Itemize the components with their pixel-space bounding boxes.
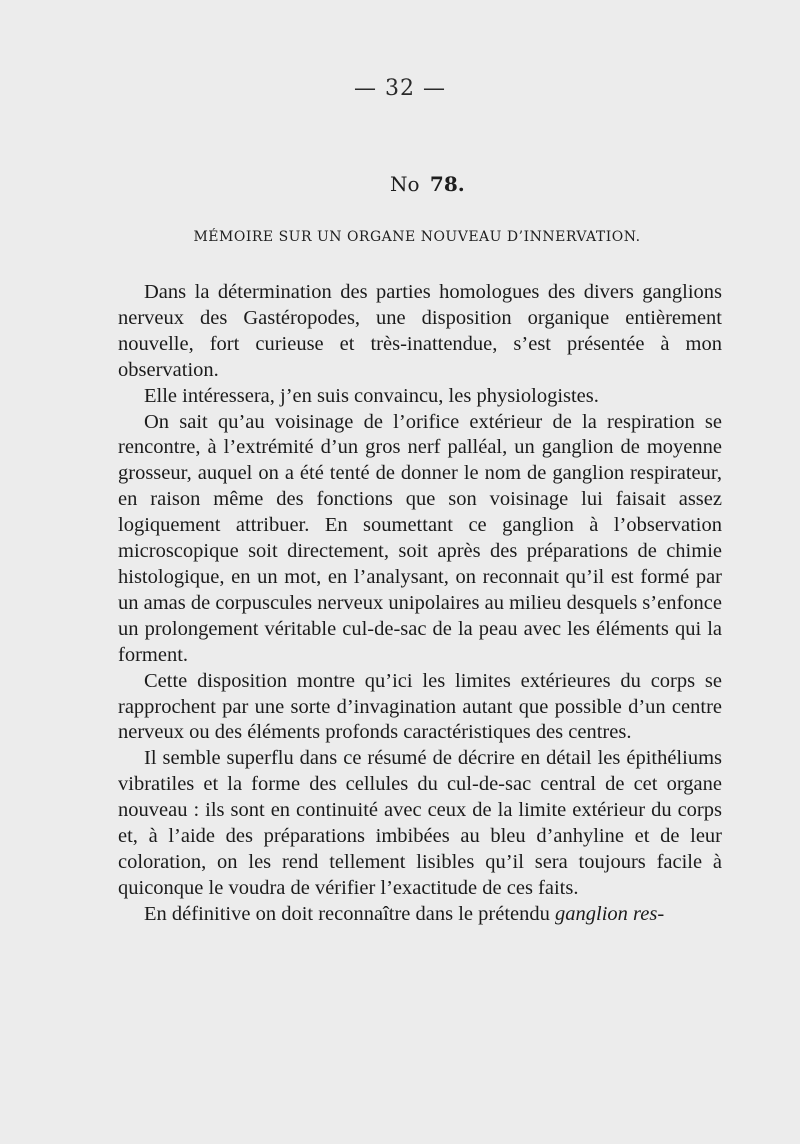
- paragraph-final: [118, 902, 722, 928]
- document-number-prefix: No: [390, 172, 420, 196]
- memoir-title: MÉMOIRE SUR UN ORGANE NOUVEAU D’INNERVATION.: [193, 229, 641, 245]
- paragraph-final-text: En définitive on doit reconnaître dans le prétendu: [144, 902, 550, 925]
- page-number: — 32 —: [354, 76, 446, 101]
- paragraph: Cette disposition montre qu’ici les limites extérieures du corps se rapprochent par une sorte d’invagination autant que possible d’un centre nerveux ou des éléments profonds caractéristiques des centres.: [118, 669, 722, 744]
- paragraph: Dans la détermination des parties homologues des divers ganglions nerveux des Gastéropodes, une disposition organique entièrement nouvelle, fort curieuse et très-inattendue, s’est présentée à mon observation.: [118, 281, 722, 381]
- paragraph: Elle intéressera, j’en suis convaincu, les physiologistes.: [144, 384, 599, 407]
- paragraph-final-italic: ganglion res-: [555, 902, 665, 925]
- paragraph: Il semble superflu dans ce résumé de décrire en détail les épithéliums vibratiles et la forme des cellules du cul-de-sac central de cet organe nouveau : ils sont en continuité avec ceux de la limite extérieur du corps et, à l’aide des préparations imbibées au bleu d’anhyline et de leur coloration, on les rend tellement lisibles qu’il sera toujours facile à quiconque le voudra de vérifier l’exactitude de ces faits.: [118, 747, 722, 899]
- document-number: [390, 172, 465, 196]
- document-number-value: 78.: [429, 172, 465, 196]
- paragraph: On sait qu’au voisinage de l’orifice extérieur de la respiration se rencontre, à l’extrémité d’un gros nerf palléal, un ganglion de moyenne grosseur, auquel on a été tenté de donner le nom de ganglion respirateur, en raison même des fonctions que son voisinage lui faisait assez logiquement attribuer. En soumettant ce ganglion à l’observation microscopique soit directement, soit après des préparations de chimie histologique, en un mot, en l’analysant, on reconnait qu’il est formé par un amas de corpuscules nerveux unipolaires au milieu desquels s’enfonce un prolongement véritable cul-de-sac de la peau avec les éléments qui la forment.: [118, 410, 722, 666]
- body-text: [118, 280, 722, 928]
